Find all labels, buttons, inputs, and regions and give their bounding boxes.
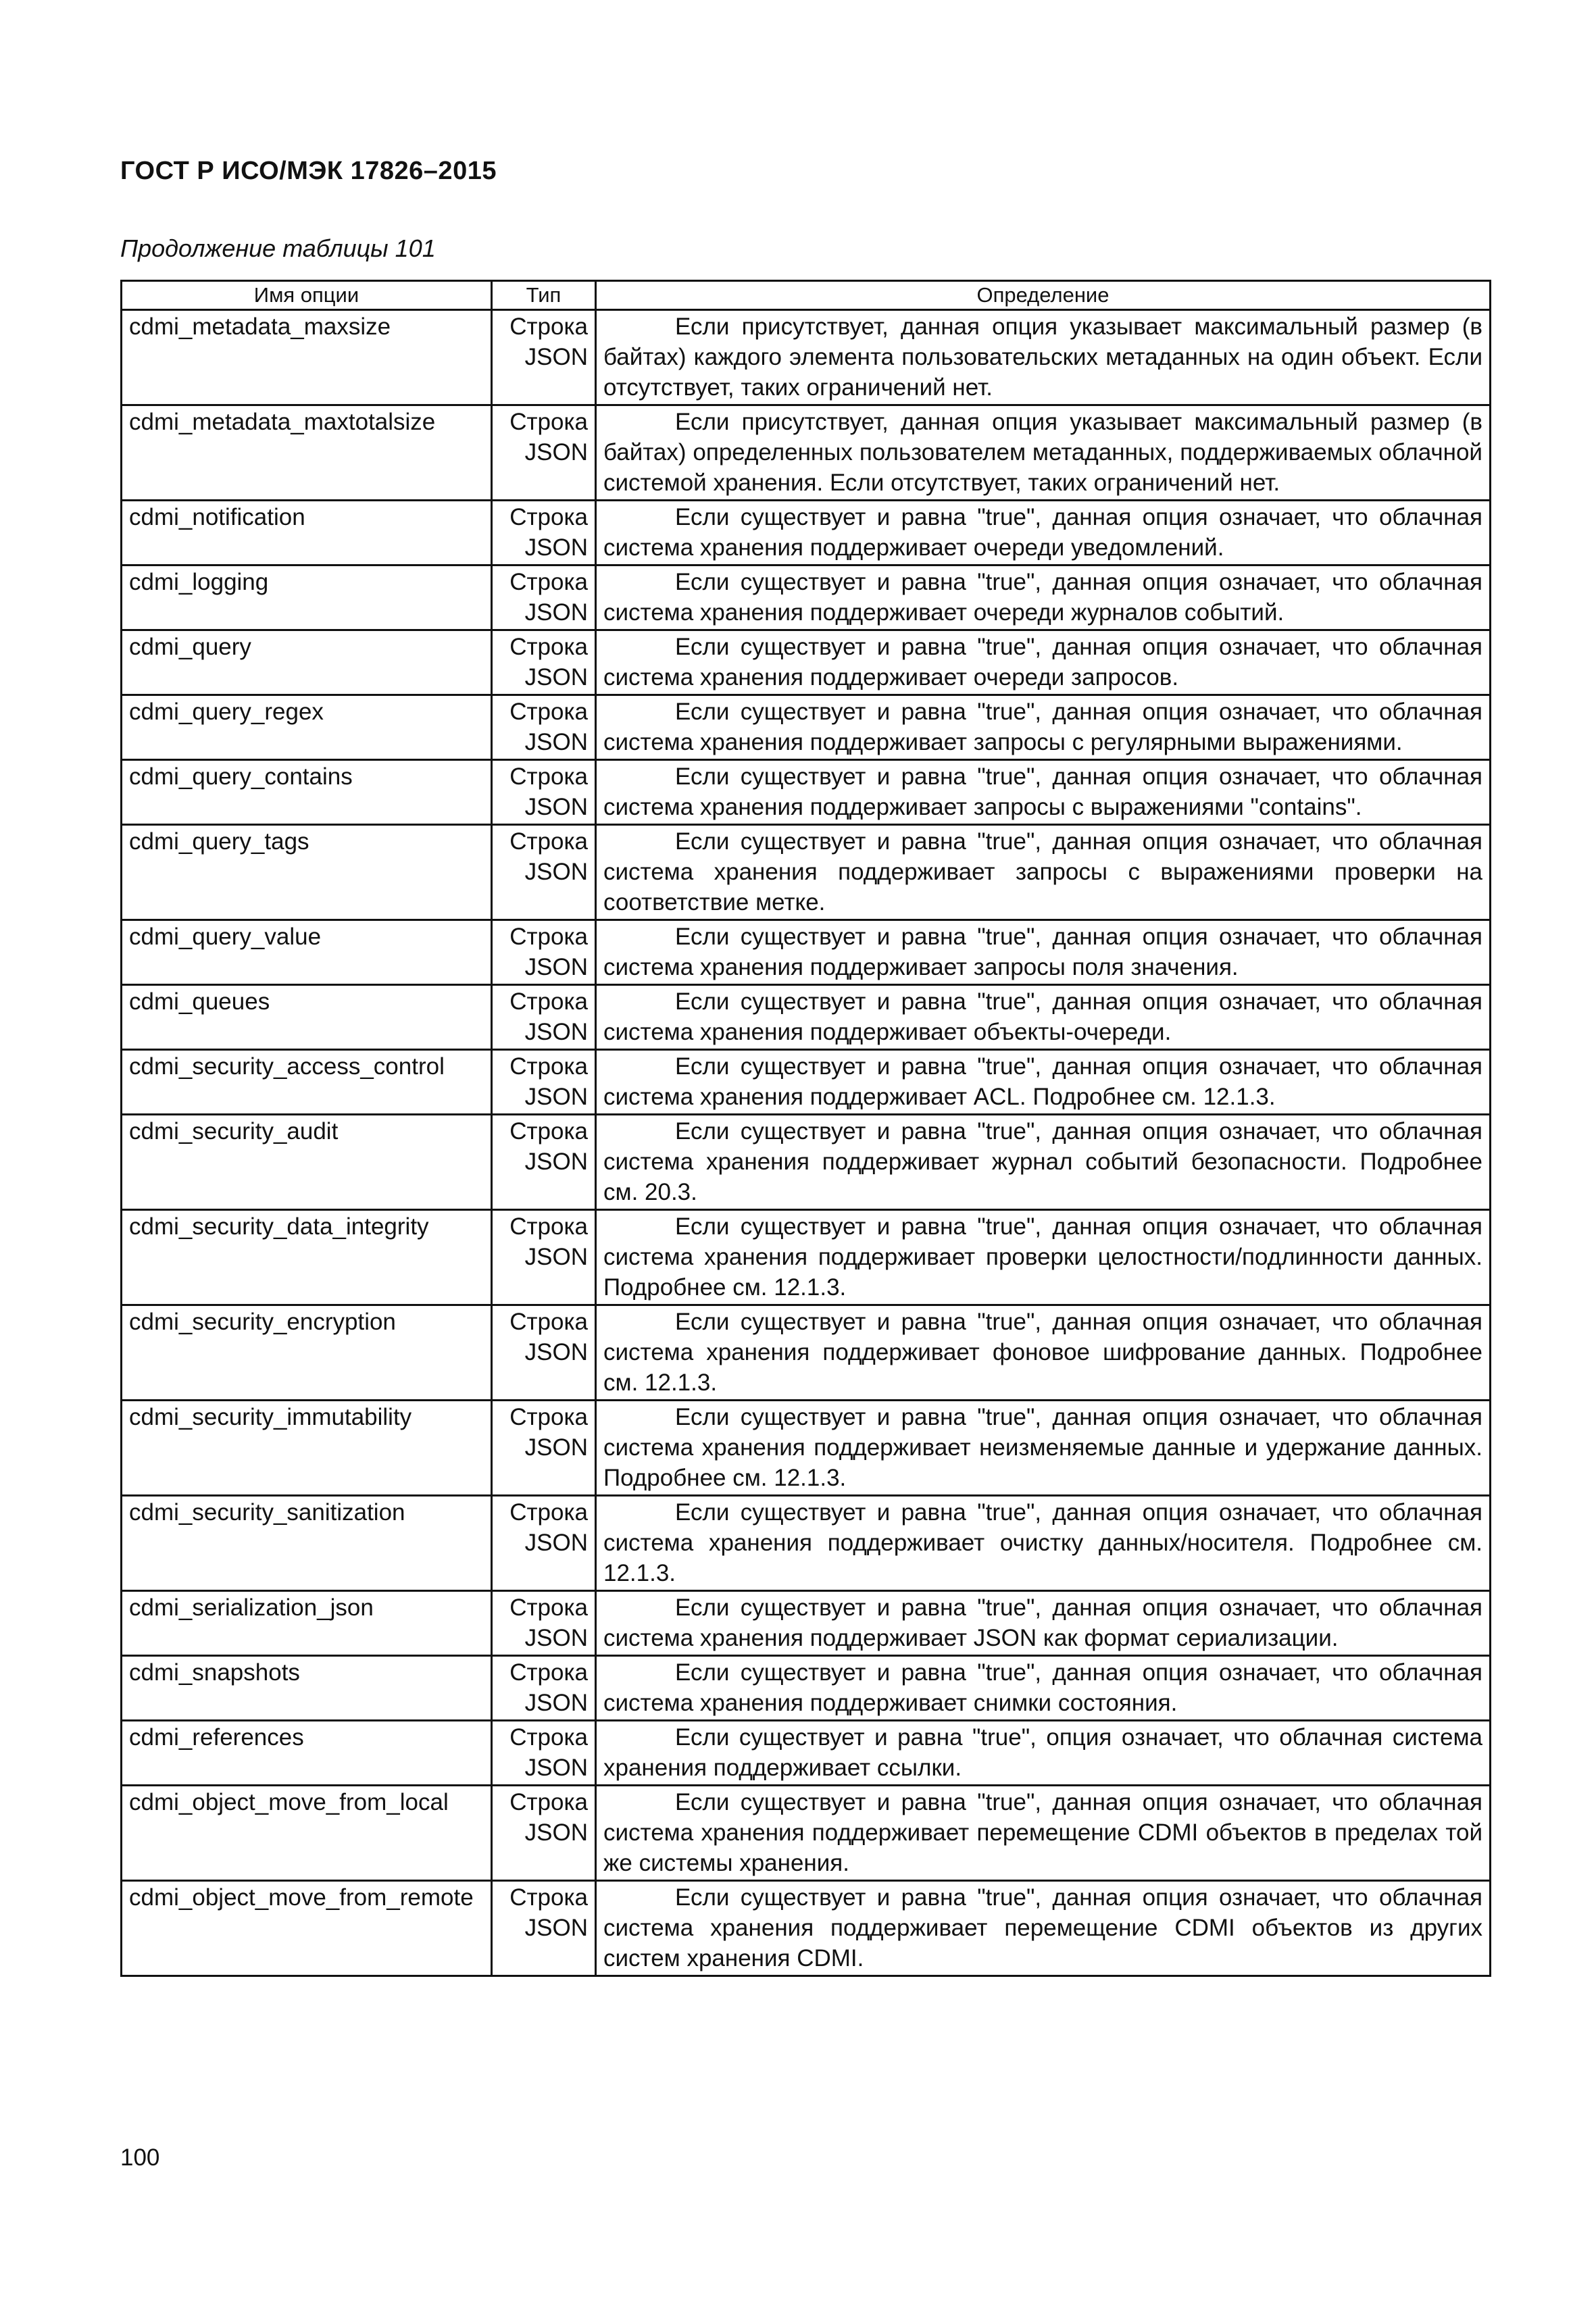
- option-definition-cell: [596, 695, 1491, 760]
- option-type-cell: [492, 1305, 596, 1401]
- option-definition-text: Если существует и равна "true", данная опция означает, что облачная система хранения поддерживает фоновое шифрование данных. Подробнее см. 12.1.3.: [603, 1309, 1482, 1396]
- table-row: [122, 1786, 1491, 1881]
- option-definition-text: Если существует и равна "true", данная опция означает, что облачная система хранения поддерживает снимки состояния.: [603, 1659, 1482, 1716]
- option-name-cell: cdmi_security_access_control: [122, 1050, 492, 1115]
- option-definition-text: Если существует и равна "true", данная опция означает, что облачная система хранения поддерживает перемещение CDMI объектов из других систем хранения CDMI.: [603, 1884, 1482, 1971]
- table-row: [122, 1210, 1491, 1305]
- option-name-cell: cdmi_references: [122, 1721, 492, 1786]
- option-type-line: JSON: [524, 1019, 588, 1045]
- option-definition-cell: [596, 1786, 1491, 1881]
- option-name-cell: cdmi_query_tags: [122, 825, 492, 920]
- option-type-cell: [492, 1496, 596, 1591]
- option-type-cell: [492, 1401, 596, 1496]
- table-header: [122, 281, 1491, 310]
- option-type-line: Строка: [509, 1499, 588, 1526]
- option-definition-text: Если существует и равна "true", данная опция означает, что облачная система хранения поддерживает очереди запросов.: [603, 634, 1482, 690]
- option-type-line: JSON: [524, 859, 588, 885]
- option-type-cell: [492, 1721, 596, 1786]
- option-name-cell: cdmi_security_immutability: [122, 1401, 492, 1496]
- table-row: [122, 501, 1491, 565]
- option-type-cell: [492, 920, 596, 985]
- option-name-cell: cdmi_security_data_integrity: [122, 1210, 492, 1305]
- table-row: [122, 1401, 1491, 1496]
- option-type-line: JSON: [524, 794, 588, 820]
- option-name-cell: cdmi_snapshots: [122, 1656, 492, 1721]
- option-type-line: Строка: [509, 1213, 588, 1240]
- table-row: [122, 1305, 1491, 1401]
- option-definition-cell: [596, 310, 1491, 405]
- column-header-definition: Определение: [596, 281, 1491, 310]
- option-type-line: JSON: [524, 1915, 588, 1941]
- option-definition-text: Если существует и равна "true", данная опция означает, что облачная система хранения поддерживает объекты-очереди.: [603, 988, 1482, 1045]
- option-type-line: JSON: [524, 1149, 588, 1175]
- option-type-cell: [492, 501, 596, 565]
- option-type-line: JSON: [524, 1434, 588, 1461]
- option-name-cell: cdmi_queues: [122, 985, 492, 1050]
- option-type-cell: [492, 760, 596, 825]
- table-body: [122, 310, 1491, 1976]
- option-definition-text: Если присутствует, данная опция указывает максимальный размер (в байтах) определенных пользователем метаданных, поддерживаемых облачной системой хранения. Если отсутствует, таких ограничений нет.: [603, 409, 1482, 496]
- table-row: [122, 1496, 1491, 1591]
- option-definition-cell: [596, 760, 1491, 825]
- option-type-line: Строка: [509, 1309, 588, 1335]
- option-type-line: JSON: [524, 1244, 588, 1270]
- option-definition-text: Если существует и равна "true", данная опция означает, что облачная система хранения поддерживает журнал событий безопасности. Подробнее см. 20.3.: [603, 1118, 1482, 1205]
- option-type-line: Строка: [509, 1053, 588, 1080]
- option-definition-cell: [596, 1721, 1491, 1786]
- option-type-cell: [492, 630, 596, 695]
- option-definition-cell: [596, 565, 1491, 630]
- option-type-line: Строка: [509, 1118, 588, 1145]
- option-name-cell: cdmi_security_audit: [122, 1115, 492, 1210]
- option-type-line: JSON: [524, 729, 588, 755]
- option-type-line: Строка: [509, 828, 588, 855]
- table-row: [122, 1591, 1491, 1656]
- option-definition-cell: [596, 1656, 1491, 1721]
- option-type-cell: [492, 985, 596, 1050]
- option-definition-text: Если существует и равна "true", данная опция означает, что облачная система хранения поддерживает перемещение CDMI объектов в пределах той же системы хранения.: [603, 1789, 1482, 1876]
- option-type-cell: [492, 1591, 596, 1656]
- option-type-cell: [492, 1050, 596, 1115]
- table-row: [122, 1721, 1491, 1786]
- table-row: [122, 630, 1491, 695]
- option-definition-cell: [596, 1591, 1491, 1656]
- table-row: [122, 310, 1491, 405]
- option-name-cell: cdmi_logging: [122, 565, 492, 630]
- option-type-line: JSON: [524, 534, 588, 561]
- option-type-line: Строка: [509, 569, 588, 595]
- table-row: [122, 565, 1491, 630]
- option-type-line: JSON: [524, 1690, 588, 1716]
- option-definition-cell: [596, 501, 1491, 565]
- option-type-line: JSON: [524, 954, 588, 980]
- option-type-line: JSON: [524, 1755, 588, 1781]
- options-table: [120, 280, 1491, 1977]
- option-definition-text: Если существует и равна "true", данная опция означает, что облачная система хранения поддерживает ACL. Подробнее см. 12.1.3.: [603, 1053, 1482, 1110]
- option-name-cell: cdmi_security_encryption: [122, 1305, 492, 1401]
- option-type-line: Строка: [509, 1724, 588, 1751]
- option-type-cell: [492, 1786, 596, 1881]
- option-type-line: Строка: [509, 924, 588, 950]
- column-header-name: Имя опции: [122, 281, 492, 310]
- option-type-line: Строка: [509, 504, 588, 530]
- option-type-cell: [492, 1881, 596, 1976]
- option-definition-cell: [596, 1881, 1491, 1976]
- table-row: [122, 1656, 1491, 1721]
- option-type-line: Строка: [509, 1884, 588, 1911]
- option-definition-text: Если существует и равна "true", данная опция означает, что облачная система хранения поддерживает очереди журналов событий.: [603, 569, 1482, 626]
- option-type-line: JSON: [524, 664, 588, 690]
- option-type-line: JSON: [524, 1625, 588, 1651]
- option-name-cell: cdmi_query_regex: [122, 695, 492, 760]
- option-definition-cell: [596, 630, 1491, 695]
- table-row: [122, 695, 1491, 760]
- option-definition-cell: [596, 1050, 1491, 1115]
- option-name-cell: cdmi_serialization_json: [122, 1591, 492, 1656]
- option-type-line: Строка: [509, 763, 588, 790]
- option-definition-text: Если существует и равна "true", данная опция означает, что облачная система хранения поддерживает запросы поля значения.: [603, 924, 1482, 980]
- page-number: 100: [120, 2144, 160, 2171]
- option-type-line: Строка: [509, 1594, 588, 1621]
- option-definition-text: Если существует и равна "true", данная опция означает, что облачная система хранения поддерживает JSON как формат сериализации.: [603, 1594, 1482, 1651]
- option-name-cell: cdmi_object_move_from_remote: [122, 1881, 492, 1976]
- option-definition-text: Если существует и равна "true", данная опция означает, что облачная система хранения поддерживает запросы с выражениями проверки на соответствие метке.: [603, 828, 1482, 915]
- option-type-line: JSON: [524, 1339, 588, 1365]
- table-row: [122, 1050, 1491, 1115]
- option-definition-cell: [596, 1115, 1491, 1210]
- option-definition-cell: [596, 825, 1491, 920]
- table-row: [122, 405, 1491, 501]
- column-header-type: Тип: [492, 281, 596, 310]
- option-type-cell: [492, 1210, 596, 1305]
- table-caption: Продолжение таблицы 101: [120, 234, 436, 262]
- table-row: [122, 1881, 1491, 1976]
- option-type-line: JSON: [524, 599, 588, 626]
- option-definition-text: Если существует и равна "true", данная опция означает, что облачная система хранения поддерживает неизменяемые данные и удержание данных. Подробнее см. 12.1.3.: [603, 1404, 1482, 1491]
- option-name-cell: cdmi_object_move_from_local: [122, 1786, 492, 1881]
- table-row: [122, 985, 1491, 1050]
- option-type-cell: [492, 1656, 596, 1721]
- option-definition-text: Если присутствует, данная опция указывает максимальный размер (в байтах) каждого элемента пользовательских метаданных на один объект. Если отсутствует, таких ограничений нет.: [603, 313, 1482, 401]
- option-definition-cell: [596, 1305, 1491, 1401]
- option-definition-text: Если существует и равна "true", данная опция означает, что облачная система хранения поддерживает проверки целостности/подлинности данных. Подробнее см. 12.1.3.: [603, 1213, 1482, 1301]
- option-definition-cell: [596, 1401, 1491, 1496]
- table-row: [122, 760, 1491, 825]
- option-type-cell: [492, 695, 596, 760]
- option-type-line: Строка: [509, 409, 588, 435]
- option-name-cell: cdmi_security_sanitization: [122, 1496, 492, 1591]
- option-name-cell: cdmi_metadata_maxsize: [122, 310, 492, 405]
- table-row: [122, 920, 1491, 985]
- option-definition-cell: [596, 1210, 1491, 1305]
- option-type-line: Строка: [509, 1659, 588, 1686]
- option-name-cell: cdmi_metadata_maxtotalsize: [122, 405, 492, 501]
- option-type-line: Строка: [509, 313, 588, 340]
- option-definition-text: Если существует и равна "true", данная опция означает, что облачная система хранения поддерживает очистку данных/носителя. Подробнее см. 12.1.3.: [603, 1499, 1482, 1586]
- option-type-cell: [492, 405, 596, 501]
- option-type-cell: [492, 1115, 596, 1210]
- option-name-cell: cdmi_notification: [122, 501, 492, 565]
- option-type-line: Строка: [509, 1789, 588, 1815]
- option-definition-cell: [596, 920, 1491, 985]
- table-row: [122, 1115, 1491, 1210]
- option-name-cell: cdmi_query: [122, 630, 492, 695]
- option-definition-cell: [596, 405, 1491, 501]
- option-definition-cell: [596, 985, 1491, 1050]
- option-type-line: JSON: [524, 1084, 588, 1110]
- option-type-line: Строка: [509, 1404, 588, 1430]
- option-definition-text: Если существует и равна "true", данная опция означает, что облачная система хранения поддерживает очереди уведомлений.: [603, 504, 1482, 561]
- option-type-line: Строка: [509, 988, 588, 1015]
- document-header: ГОСТ Р ИСО/МЭК 17826–2015: [120, 157, 497, 185]
- option-name-cell: cdmi_query_value: [122, 920, 492, 985]
- option-definition-text: Если существует и равна "true", данная опция означает, что облачная система хранения поддерживает запросы с регулярными выражениями.: [603, 699, 1482, 755]
- option-type-cell: [492, 825, 596, 920]
- option-definition-text: Если существует и равна "true", данная опция означает, что облачная система хранения поддерживает запросы с выражениями "contains".: [603, 763, 1482, 820]
- option-type-cell: [492, 565, 596, 630]
- option-name-cell: cdmi_query_contains: [122, 760, 492, 825]
- option-definition-cell: [596, 1496, 1491, 1591]
- option-type-line: JSON: [524, 1819, 588, 1846]
- option-type-line: JSON: [524, 439, 588, 466]
- option-type-line: JSON: [524, 1530, 588, 1556]
- option-type-line: JSON: [524, 344, 588, 370]
- option-definition-text: Если существует и равна "true", опция означает, что облачная система хранения поддерживает ссылки.: [603, 1724, 1482, 1781]
- table-header-row: [122, 281, 1491, 310]
- option-type-cell: [492, 310, 596, 405]
- option-type-line: Строка: [509, 634, 588, 660]
- option-type-line: Строка: [509, 699, 588, 725]
- table-row: [122, 825, 1491, 920]
